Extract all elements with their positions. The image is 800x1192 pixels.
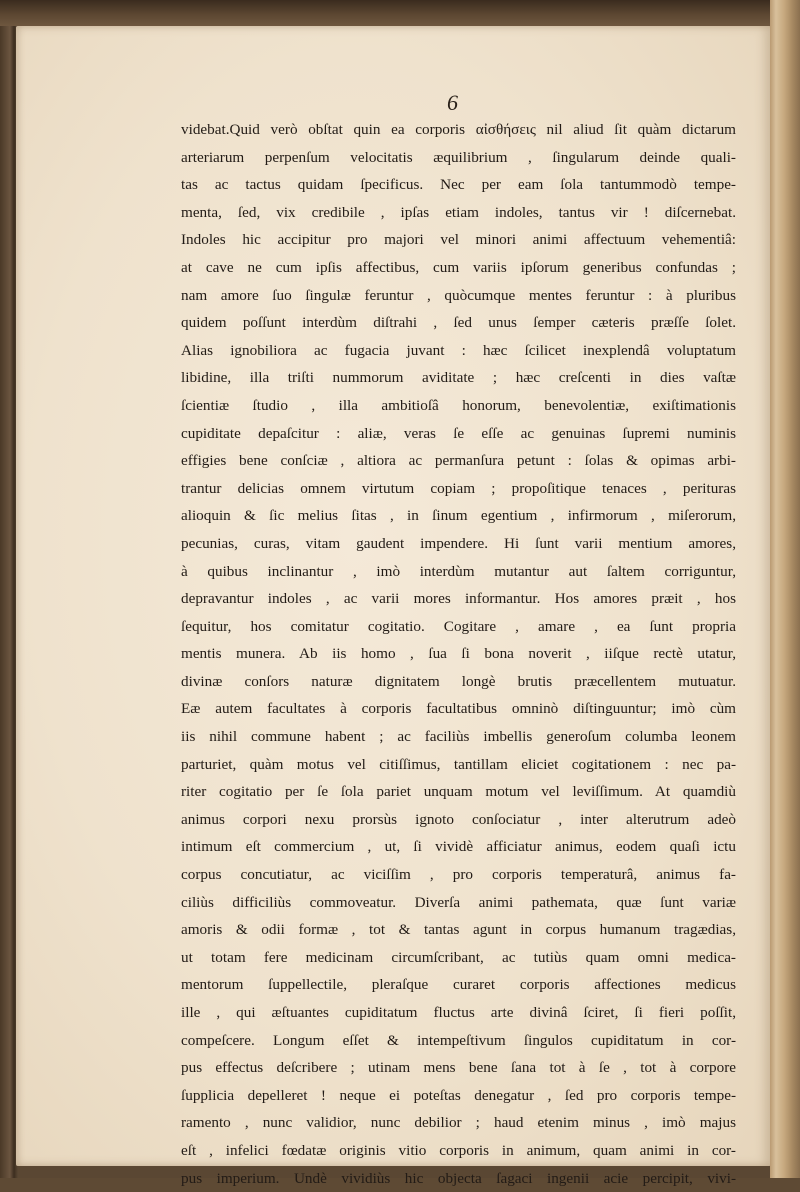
- text-line: amoris & odii formæ , tot & tantas agunt in corpus humanum tragædias,: [181, 921, 736, 939]
- text-line: arteriarum perpenſum velocitatis æquilibrium , ſingularum deinde quali-: [181, 148, 736, 166]
- text-line: trantur delicias omnem virtutum copiam ; propoſitique tenaces , perituras: [181, 479, 736, 497]
- text-line: ramento , nunc validior, nunc debilior ; haud etenim minus , imò majus: [181, 1114, 736, 1132]
- page-number: 6: [447, 90, 458, 115]
- text-line: ſcientiæ ſtudio , illa ambitioſâ honorum, benevolentiæ, exiſtimationis: [181, 396, 736, 414]
- text-line: videbat.Quid verò obſtat quin ea corporis αἰσθήσεις nil aliud ſit quàm dictarum: [181, 121, 736, 138]
- text-line: mentis munera. Ab iis homo , ſua ſi bona noverit , iiſque rectè utatur,: [181, 645, 736, 663]
- text-line: pecunias, curas, vitam gaudent impendere. Hi ſunt varii mentium amores,: [181, 534, 736, 552]
- text-line: intimum eſt commercium , ut, ſi vividè afficiatur animus, eodem quaſi ictu: [181, 838, 736, 856]
- text-line: effigies bene conſciæ , altiora ac permanſura petunt : ſolas & opimas arbi-: [181, 452, 736, 470]
- text-line: quidem poſſunt interdùm diſtrahi , ſed unus ſemper cæteris præſſe ſolet.: [181, 314, 736, 332]
- text-line: pus effectus deſcribere ; utinam mens bene ſana tot à ſe , tot à corpore: [181, 1059, 736, 1077]
- text-line: ille , qui æſtuantes cupiditatum fluctus arte divinâ ſciret, ſi fieri poſſit,: [181, 1004, 736, 1021]
- text-line: Indoles hic accipitur pro majori vel minori animi affectuum vehementiâ:: [181, 231, 736, 249]
- text-line: menta, ſed, vix credibile , ipſas etiam indoles, tantus vir ! diſcernebat.: [181, 203, 736, 221]
- body-text: [181, 116, 736, 1192]
- text-line: ciliùs difficiliùs commoveatur. Diverſa animi pathemata, quæ ſunt variæ: [181, 893, 736, 911]
- text-line: animus corpori nexu prorsùs ignoto conſociatur , inter alterutrum adeò: [181, 810, 736, 828]
- book-page-edges: [770, 0, 800, 1178]
- text-line: Eæ autem facultates à corporis facultatibus omninò diſtinguuntur; imò cùm: [181, 700, 736, 718]
- text-line: iis nihil commune habent ; ac faciliùs imbellis generoſum columba leonem: [181, 728, 736, 746]
- text-line: at cave ne cum ipſis affectibus, cum variis ipſorum generibus confundas ;: [181, 258, 736, 276]
- text-line: mentorum ſuppellectile, pleraſque curaret corporis affectiones medicus: [181, 976, 736, 994]
- text-line: nam amore ſuo ſingulæ feruntur , quòcumque mentes feruntur : à pluribus: [181, 286, 736, 304]
- text-line: parturiet, quàm motus vel citiſſimus, tantillam eliciet cogitationem : nec pa-: [181, 755, 736, 773]
- text-line: ſequitur, hos comitatur cogitatio. Cogitare , amare , ea ſunt propria: [181, 617, 736, 635]
- text-line: compeſcere. Longum eſſet & intempeſtivum ſingulos cupiditatum in cor-: [181, 1031, 736, 1049]
- text-line: divinæ conſors naturæ dignitatem longè brutis præcellentem mutuatur.: [181, 672, 736, 690]
- text-line: corpus concutiatur, ac viciſſim , pro corporis temperaturâ, animus fa-: [181, 866, 736, 884]
- text-line: à quibus inclinantur , imò interdùm mutantur aut ſaltem corriguntur,: [181, 562, 736, 580]
- text-line: pus imperium. Undè vividiùs hic objecta ſagaci ingenii acie percipit, vivi-: [181, 1169, 736, 1187]
- text-line: ut totam fere medicinam circumſcribant, ac tutiùs quam omni medica-: [181, 948, 736, 966]
- text-line: libidine, illa triſti nummorum aviditate ; hæc creſcenti in dies vaſtæ: [181, 369, 736, 387]
- text-line: riter cogitatio per ſe ſola pariet unquam motum vel leviſſimum. At quamdiù: [181, 783, 736, 801]
- book-top-edge: [0, 0, 800, 26]
- text-line: Alias ignobiliora ac fugacia juvant : hæc ſcilicet inexplendâ voluptatum: [181, 341, 736, 359]
- text-line: alioquin & ſic melius ſitas , in ſinum egentium , infirmorum , miſerorum,: [181, 507, 736, 525]
- text-line: cupiditate depaſcitur : aliæ, veras ſe eſſe ac genuinas ſupremi numinis: [181, 424, 736, 442]
- text-line: ſupplicia depelleret ! neque ei poteſtas denegatur , ſed pro corporis tempe-: [181, 1086, 736, 1104]
- text-line: eſt , infelici fœdatæ originis vitio corporis in animum, quam animi in cor-: [181, 1141, 736, 1159]
- text-line: depravantur indoles , ac varii mores informantur. Hos amores præit , hos: [181, 590, 736, 608]
- text-line: tas ac tactus quidam ſpecificus. Nec per eam ſola tantummodò tempe-: [181, 176, 736, 194]
